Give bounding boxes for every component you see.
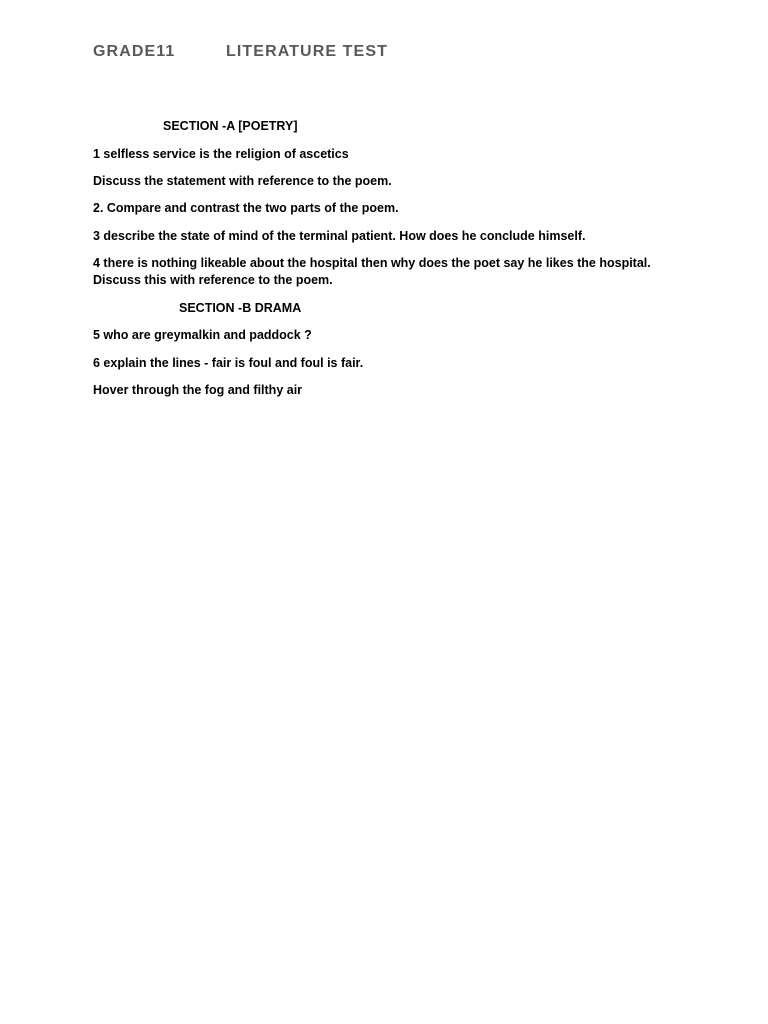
question-5: 5 who are greymalkin and paddock ? xyxy=(93,328,312,342)
question-4-instruction: Discuss this with reference to the poem. xyxy=(93,273,333,287)
question-1: 1 selfless service is the religion of ascetics xyxy=(93,147,349,161)
question-4: 4 there is nothing likeable about the hospital then why does the poet say he likes the hospital. xyxy=(93,256,651,270)
question-6-quote: Hover through the fog and filthy air xyxy=(93,383,303,397)
section-b-heading: SECTION -B DRAMA xyxy=(179,301,302,315)
question-6: 6 explain the lines - fair is foul and foul is fair. xyxy=(93,356,364,370)
question-3: 3 describe the state of mind of the terminal patient. How does he conclude himself. xyxy=(93,229,586,243)
section-a-heading: SECTION -A [POETRY] xyxy=(163,119,298,133)
test-title: LITERATURE TEST xyxy=(226,43,388,60)
question-1-instruction: Discuss the statement with reference to the poem. xyxy=(93,174,392,188)
page-header xyxy=(93,43,388,61)
grade-label: GRADE11 xyxy=(93,43,176,60)
question-2: 2. Compare and contrast the two parts of the poem. xyxy=(93,201,399,215)
